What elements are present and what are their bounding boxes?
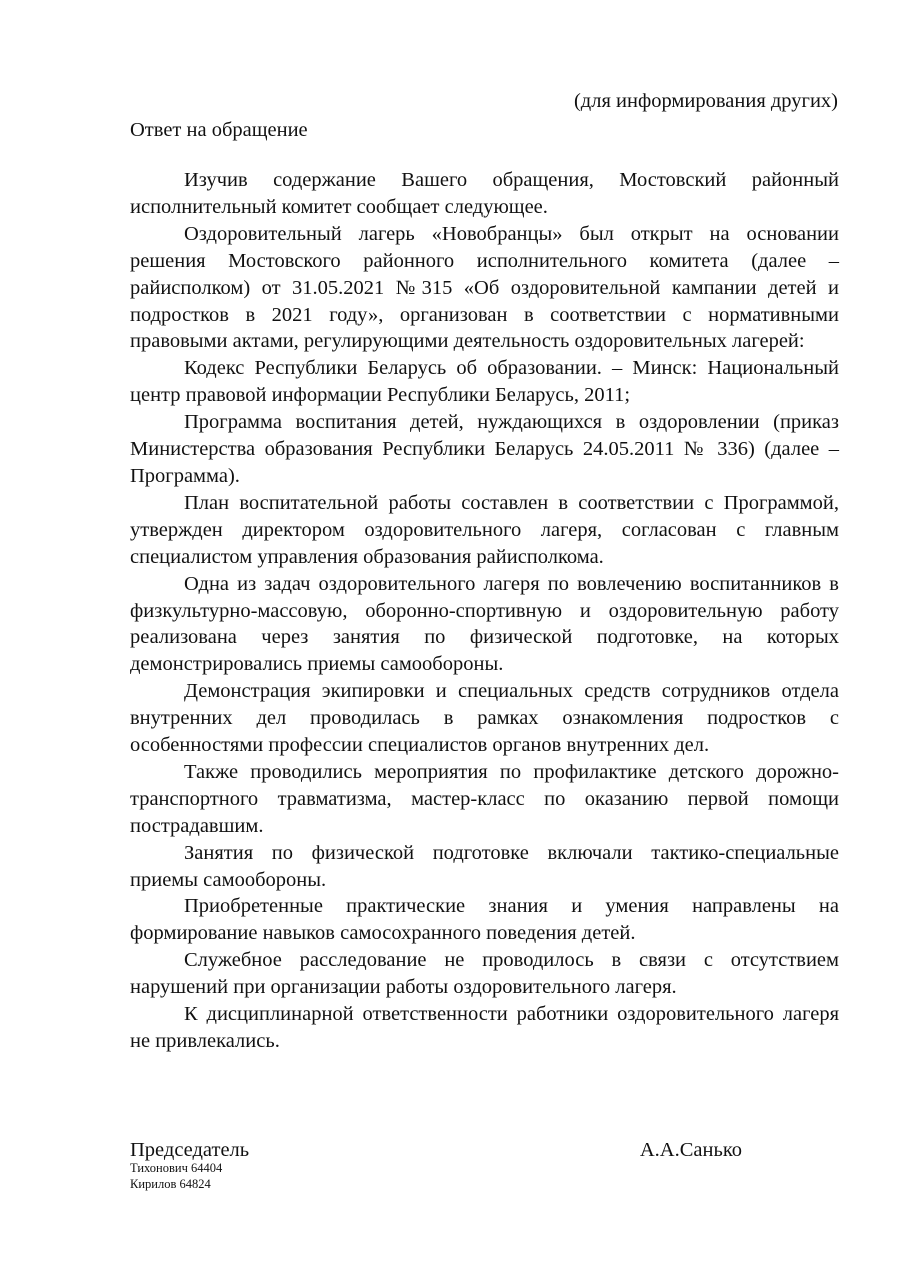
- contact-line: Тихонович 64404: [130, 1161, 223, 1175]
- signatory-position: Председатель: [130, 1139, 250, 1161]
- paragraph: Занятия по физической подготовке включали тактико-специальные приемы самообороны.: [130, 841, 839, 891]
- document-heading: Ответ на обращение: [130, 119, 308, 141]
- contact-line: Кирилов 64824: [130, 1177, 211, 1191]
- paragraph: Демонстрация экипировки и специальных средств сотрудников отдела внутренних дел проводилась в рамках ознакомления подростков с особенностями профессии специалистов органов внутренних дел.: [130, 680, 839, 757]
- paragraph: Служебное расследование не проводилось в связи с отсутствием нарушений при организации работы оздоровительного лагеря.: [130, 949, 839, 999]
- top-note: (для информирования других): [573, 90, 838, 112]
- signatory-name: А.А.Санько: [639, 1139, 742, 1161]
- paragraph: К дисциплинарной ответственности работники оздоровительного лагеря не привлекались.: [130, 1003, 839, 1052]
- paragraph: Программа воспитания детей, нуждающихся в оздоровлении (приказ Министерства образования Республики Беларусь 24.05.2011 № 336) (далее – Программа).: [130, 411, 839, 487]
- paragraph: Также проводились мероприятия по профилактике детского дорожно-транспортного травматизма, мастер-класс по оказанию первой помощи пострадавшим.: [130, 760, 839, 837]
- paragraph: Оздоровительный лагерь «Новобранцы» был открыт на основании решения Мостовского районного исполнительного комитета (далее – райисполком) от 31.05.2021 №315 «Об оздоровительной кампании детей и подростков в 2021 году», организован в соответствии с нормативными правовыми актами, регулирующими деятельность оздоровительных лагерей:: [130, 222, 839, 353]
- paragraph: Кодекс Республики Беларусь об образовании. – Минск: Национальный центр правовой информации Республики Беларусь, 2011;: [130, 357, 839, 407]
- paragraph: Приобретенные практические знания и умения направлены на формирование навыков самосохранного поведения детей.: [130, 895, 839, 945]
- paragraph: Одна из задач оздоровительного лагеря по вовлечению воспитанников в физкультурно-массовую, оборонно-спортивную и оздоровительную работу реализована через занятия по физической подготовке, на которых демонстрировались приемы самообороны.: [130, 572, 839, 676]
- paragraph: План воспитательной работы составлен в соответствии с Программой, утвержден директором оздоровительного лагеря, согласован с главным специалистом управления образования райисполкома.: [130, 491, 839, 568]
- paragraph: Изучив содержание Вашего обращения, Мостовский районный исполнительный комитет сообщает следующее.: [130, 169, 839, 218]
- document-body: [130, 167, 839, 1055]
- signature-line: [130, 1137, 742, 1163]
